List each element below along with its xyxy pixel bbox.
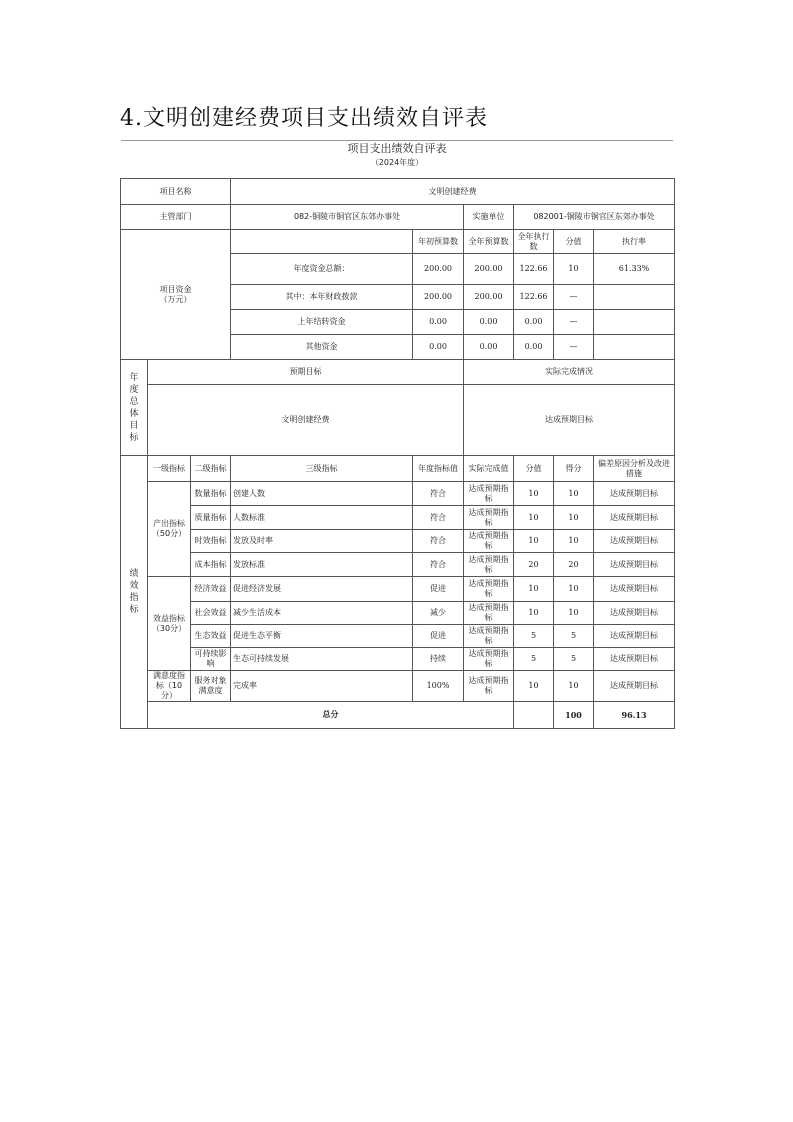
perf-header: 一级指标	[148, 456, 191, 482]
goals-expected-value: 文明创建经费	[148, 385, 464, 456]
weight-cell: 10	[514, 530, 554, 553]
department-label: 主管部门	[121, 205, 231, 230]
funds-cell: 200.00	[464, 285, 514, 310]
perf-header: 三级指标	[231, 456, 413, 482]
perf-header: 实际完成值	[464, 456, 514, 482]
funds-row-label: 年度资金总额：	[231, 254, 413, 285]
actual-cell: 达成预期指标	[464, 482, 514, 506]
performance-table	[120, 178, 675, 729]
total-label: 总分	[148, 702, 514, 729]
actual-cell: 达成预期指标	[464, 671, 514, 702]
score-cell: 10	[554, 530, 594, 553]
note-cell: 达成预期目标	[594, 530, 675, 553]
goals-header-row	[121, 360, 675, 385]
level3-cell: 发放及时率	[231, 530, 413, 553]
funds-row-label: 其他资金	[231, 335, 413, 360]
level2-cell: 成本指标	[191, 553, 231, 577]
funds-header: 分值	[554, 230, 594, 254]
level2-cell: 生态效益	[191, 625, 231, 648]
funds-cell: 0.00	[464, 335, 514, 360]
perf-row	[121, 553, 675, 577]
project-name-value: 文明创建经费	[231, 179, 675, 205]
funds-cell: 200.00	[413, 254, 464, 285]
level2-cell: 经济效益	[191, 577, 231, 602]
department-row	[121, 205, 675, 230]
target-cell: 符合	[413, 530, 464, 553]
level3-cell: 创建人数	[231, 482, 413, 506]
total-row	[121, 702, 675, 729]
funds-cell: 200.00	[464, 254, 514, 285]
goals-expected-header: 预期目标	[148, 360, 464, 385]
score-cell: 5	[554, 648, 594, 671]
level2-cell: 社会效益	[191, 602, 231, 625]
perf-header: 分值	[514, 456, 554, 482]
perf-row	[121, 671, 675, 702]
score-cell: 10	[554, 671, 594, 702]
weight-cell: 10	[514, 671, 554, 702]
perf-header: 偏差原因分析及改进措施	[594, 456, 675, 482]
table-year: （2024年度）	[370, 158, 424, 167]
weight-cell: 10	[514, 577, 554, 602]
project-name-label: 项目名称	[121, 179, 231, 205]
department-value: 082-铜陵市铜官区东郊办事处	[231, 205, 464, 230]
funds-cell	[594, 310, 675, 335]
funds-label: 项目资金 （万元）	[121, 230, 231, 360]
funds-cell: 0.00	[464, 310, 514, 335]
funds-cell: 200.00	[413, 285, 464, 310]
funds-cell: 61.33%	[594, 254, 675, 285]
funds-cell: 122.66	[514, 285, 554, 310]
actual-cell: 达成预期指标	[464, 553, 514, 577]
funds-header: 年初预算数	[413, 230, 464, 254]
implementing-unit-label: 实施单位	[464, 205, 514, 230]
implementing-unit-value: 082001-铜陵市铜官区东郊办事处	[514, 205, 675, 230]
actual-cell: 达成预期指标	[464, 602, 514, 625]
funds-cell: —	[554, 335, 594, 360]
funds-row-label: 其中：本年财政拨款	[231, 285, 413, 310]
funds-header-row	[121, 230, 675, 254]
target-cell: 促进	[413, 625, 464, 648]
level3-cell: 人数标准	[231, 506, 413, 530]
note-cell: 达成预期目标	[594, 625, 675, 648]
perf-row	[121, 506, 675, 530]
note-cell: 达成预期目标	[594, 671, 675, 702]
level2-cell: 可持续影响	[191, 648, 231, 671]
target-cell: 减少	[413, 602, 464, 625]
note-cell: 达成预期目标	[594, 553, 675, 577]
level3-cell: 减少生活成本	[231, 602, 413, 625]
score-cell: 5	[554, 625, 594, 648]
funds-cell: 122.66	[514, 254, 554, 285]
project-name-row	[121, 179, 675, 205]
goals-label: 年度总体目标	[129, 372, 139, 443]
actual-cell: 达成预期指标	[464, 625, 514, 648]
score-cell: 10	[554, 602, 594, 625]
target-cell: 促进	[413, 577, 464, 602]
perf-row	[121, 577, 675, 602]
table-title: 项目支出绩效自评表	[121, 140, 673, 157]
target-cell: 符合	[413, 482, 464, 506]
perf-row	[121, 602, 675, 625]
note-cell: 达成预期目标	[594, 602, 675, 625]
perf-row	[121, 482, 675, 506]
actual-cell: 达成预期指标	[464, 530, 514, 553]
performance-label: 绩效指标	[129, 569, 139, 615]
funds-header: 全年预算数	[464, 230, 514, 254]
note-cell: 达成预期目标	[594, 506, 675, 530]
goals-actual-value: 达成预期目标	[464, 385, 675, 456]
perf-row	[121, 530, 675, 553]
level3-cell: 完成率	[231, 671, 413, 702]
funds-cell: 0.00	[413, 335, 464, 360]
perf-row	[121, 648, 675, 671]
funds-cell: —	[554, 310, 594, 335]
weight-cell: 10	[514, 602, 554, 625]
target-cell: 持续	[413, 648, 464, 671]
level1-benefit: 效益指标 （30分）	[148, 577, 191, 671]
weight-cell: 5	[514, 648, 554, 671]
funds-header-blank	[231, 230, 413, 254]
goals-content-row	[121, 385, 675, 456]
note-cell: 达成预期目标	[594, 648, 675, 671]
note-cell: 达成预期目标	[594, 577, 675, 602]
funds-cell: —	[554, 285, 594, 310]
funds-cell: 0.00	[413, 310, 464, 335]
level3-cell: 生态可持续发展	[231, 648, 413, 671]
target-cell: 符合	[413, 553, 464, 577]
funds-cell: 10	[554, 254, 594, 285]
total-blank	[514, 702, 554, 729]
funds-cell	[594, 335, 675, 360]
weight-cell: 10	[514, 506, 554, 530]
level3-cell: 发放标准	[231, 553, 413, 577]
page-heading: 4.文明创建经费项目支出绩效自评表	[120, 106, 488, 131]
level1-satisfaction: 满意度指标（10分）	[148, 671, 191, 702]
total-weight: 100	[554, 702, 594, 729]
funds-cell: 0.00	[514, 310, 554, 335]
score-cell: 10	[554, 482, 594, 506]
level2-cell: 服务对象满意度	[191, 671, 231, 702]
weight-cell: 20	[514, 553, 554, 577]
funds-header: 执行率	[594, 230, 675, 254]
level3-cell: 促进生态平衡	[231, 625, 413, 648]
perf-header: 年度指标值	[413, 456, 464, 482]
level3-cell: 促进经济发展	[231, 577, 413, 602]
score-cell: 20	[554, 553, 594, 577]
perf-header-row	[121, 456, 675, 482]
target-cell: 100%	[413, 671, 464, 702]
perf-header: 二级指标	[191, 456, 231, 482]
funds-cell: 0.00	[514, 335, 554, 360]
funds-row-label: 上年结转资金	[231, 310, 413, 335]
actual-cell: 达成预期指标	[464, 506, 514, 530]
total-score: 96.13	[594, 702, 675, 729]
score-cell: 10	[554, 577, 594, 602]
level2-cell: 质量指标	[191, 506, 231, 530]
level2-cell: 数量指标	[191, 482, 231, 506]
perf-header: 得分	[554, 456, 594, 482]
funds-cell	[594, 285, 675, 310]
perf-row	[121, 625, 675, 648]
note-cell: 达成预期目标	[594, 482, 675, 506]
goals-actual-header: 实际完成情况	[464, 360, 675, 385]
actual-cell: 达成预期指标	[464, 577, 514, 602]
actual-cell: 达成预期指标	[464, 648, 514, 671]
target-cell: 符合	[413, 506, 464, 530]
weight-cell: 10	[514, 482, 554, 506]
level1-output: 产出指标 （50分）	[148, 482, 191, 577]
funds-header: 全年执行数	[514, 230, 554, 254]
weight-cell: 5	[514, 625, 554, 648]
score-cell: 10	[554, 506, 594, 530]
level2-cell: 时效指标	[191, 530, 231, 553]
